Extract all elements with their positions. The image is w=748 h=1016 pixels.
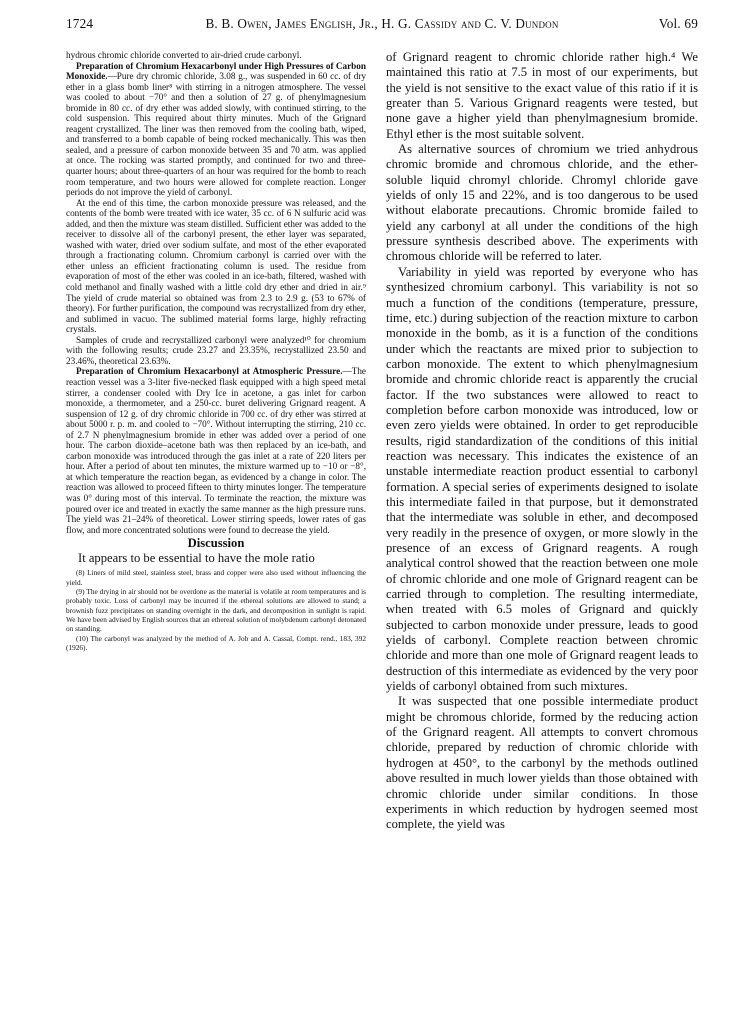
paragraph: It was suspected that one possible intermediate product might be chromous chloride, formed by the reducing action of the Grignard reagent. All attempts to convert chromous chloride, prepared by reduction of chromic chloride with hydrogen at 450°, to the carbonyl by the methods outlined above resulted in much lower yields than those obtained with chromic chloride under similar conditions. In those experiments in which reduction by hydrogen seemed most complete, the yield was [386,694,698,832]
paragraph: hydrous chromic chloride converted to air-dried crude carbonyl. [66,50,302,60]
footnote: (9) The drying in air should not be overdone as the material is volatile at room temperatures and is probably toxic. Loss of carbonyl may be incurred if the ethereal solutions are allowed to stand; a brownish fuzz precipitates on standing overnight in the dark, and decomposition in sunlight is rapid. We have been advised by English sources that an ethereal solution of molybdenum carbonyl detonated on standing. [66,586,366,634]
paragraph: of Grignard reagent to chromic chloride rather high.⁴ We maintained this ratio at 7.5 in most of our experiments, but the yield is not sensitive to the exact value of this ratio if it is greater than 5. Various Grignard reagents were tested, but none gave a higher yield than phenylmagnesium bromide. Ethyl ether is the most suitable solvent. [386,50,698,141]
footnote: (8) Liners of mild steel, stainless steel, brass and copper were also used without influencing the yield. [66,568,366,587]
paragraph: At the end of this time, the carbon monoxide pressure was released, and the contents of the bomb were treated with ice water, 35 cc. of 6 N sulfuric acid was added, and then the mixture was steam distilled. Sufficient ether was added to the receiver to dissolve all of the carbonyl present, the ether layer was separated, washed with water, dried over sodium sulfate, and most of the ether evaporated through a fractionating column. Chromium carbonyl is carried over with the ether unless an efficient fractionating column is used. The residue from evaporation of most of the ether was cooled in an ice-bath, filtered, washed with cold methanol and finally washed with a little cold dry ether and dried in air.⁹ The yield of crude material so obtained was from 2.3 to 2.9 g. (53 to 67% of theory). For further purification, the compound was recrystallized from dry ether, and sublimed in vacuo. The sublimed material forms large, highly refracting crystals. [66,197,366,335]
discussion-heading: Discussion [187,536,245,551]
paragraph [66,61,366,198]
volume-label: Vol. 69 [658,16,698,31]
running-header [66,16,698,34]
section-heading: Preparation of Chromium Hexacarbonyl at Atmospheric Pressure. [76,366,343,377]
left-column [66,50,366,652]
paragraph-text: —Pure dry chromic chloride, 3.08 g., was suspended in 60 cc. of dry ether in a glass bomb liner⁸ with stirring in a nitrogen atmosphere. The vessel was cooled to about −70° and then a solution of 27 g. of phenylmagnesium bromide in 80 cc. of dry ether was added slowly, with continued stirring, to the cold suspension. This required about thirty minutes. Much of the Grignard reagent crystallized. The liner was then removed from the cooling bath, wiped, and transferred to a bomb capable of being rocked mechanically. This was then sealed, and a pressure of carbon monoxide between 35 and 70 atm. was applied at once. The rocking was started promptly, and continued for two and three-quarter hours; about three-quarters of an hour was required for the bomb to reach room temperature, and two hours were allowed for complete reaction. Longer periods do not improve the yield of carbonyl. [66,71,366,198]
section-heading: Preparation of Chromium Hexacarbonyl under High Pressures of Carbon Monoxide. [66,60,366,82]
right-column [386,50,698,833]
paragraph: It appears to be essential to have the mole ratio [78,551,315,566]
paragraph [66,366,366,535]
paragraph: Samples of crude and recrystallized carbonyl were analyzed¹⁰ for chromium with the following results; crude 23.27 and 23.35%, recrystallized 23.50 and 23.46%, theoretical 23.63%. [66,334,366,366]
author-line: B. B. Owen, James English, Jr., H. G. Cassidy and C. V. Dundon [205,16,559,31]
experimental-text [66,50,366,535]
paragraph: As alternative sources of chromium we tried anhydrous chromic bromide and chromous chloride, and the ether-soluble liquid chromyl chloride. Chromyl chloride gave yields of only 15 and 22%, and is too dangerous to be used without elaborate precautions. Chromic bromide failed to yield any carbonyl at all under the conditions of the high pressure synthesis described above. The experiments with chromous chloride will be referred to later. [386,142,698,264]
page-number: 1724 [66,16,94,31]
paragraph: Variability in yield was reported by everyone who has synthesized chromium carbonyl. This variability is not so much a function of the conditions (temperature, pressure, time, etc.) during subjection of the reaction mixture to carbon monoxide in the bomb, as it is a function of the conditions under which the reactants are mixed prior to subjection to carbon monoxide. The extent to which phenylmagnesium bromide and chromic chloride react is apparently the crucial factor. If the two substances were allowed to react to completion before carbon monoxide was introduced, low or even zero yields were obtained. In order to get reproducible results, rigid standardization of the conditions of this initial reaction was necessary. This indicates the existence of an unstable intermediate reaction product essential to carbonyl formation. A special series of experiments designed to isolate this intermediate failed in that purpose, but it demonstrated that the intermediate was soluble in ether, and decomposed very readily in the presence of oxygen, or more slowly in the presence of an excess of Grignard reagents. A rough analytical control showed that the reaction between one mole of chromic chloride and one mole of Grignard reagent can be carried through to completion. The resulting intermediate, when treated with 6.5 moles of Grignard and quickly subjected to carbon monoxide under pressure, leads to good yields of carbonyl. Complete reaction between chromic chloride and more than one mole of Grignard reagent leads to destruction of this intermediate as evidenced by the very poor yields of carbonyl obtained from such mixtures. [386,264,698,694]
footnote: (10) The carbonyl was analyzed by the method of A. Job and A. Cassal, Compt. rend., 183, 392 (1926). [66,633,366,652]
footnotes [66,568,366,652]
paragraph-text: —The reaction vessel was a 3-liter five-necked flask equipped with a high speed metal stirrer, a condenser cooled with Dry Ice in acetone, a gas inlet for carbon monoxide, a thermometer, and a 250-cc. buret delivering Grignard reagent. A suspension of 12 g. of dry chromic chloride in 700 cc. of dry ether was stirred at about 5000 r. p. m. and cooled to −70°. Without interrupting the stirring, 210 cc. of 2.7 N phenylmagnesium bromide in ether was added over a period of one hour. The carbon dioxide–acetone bath was then replaced by an ice-bath, and carbon monoxide was introduced through the gas inlet at a rate of 220 liters per hour. After a period of about ten minutes, the mixture warmed up to −10 or −8°, at which temperature the reaction began, as evidenced by a change in color. The reaction was allowed to proceed fifteen to thirty minutes longer. The temperature was 0° during most of this interval. To terminate the reaction, the mixture was poured over ice and treated in exactly the same manner as the high pressure runs. The yield was 21–24% of theoretical. Lower stirring speeds, lower rates of gas flow, and more concentrated solutions were found to decrease the yield. [66,366,366,535]
